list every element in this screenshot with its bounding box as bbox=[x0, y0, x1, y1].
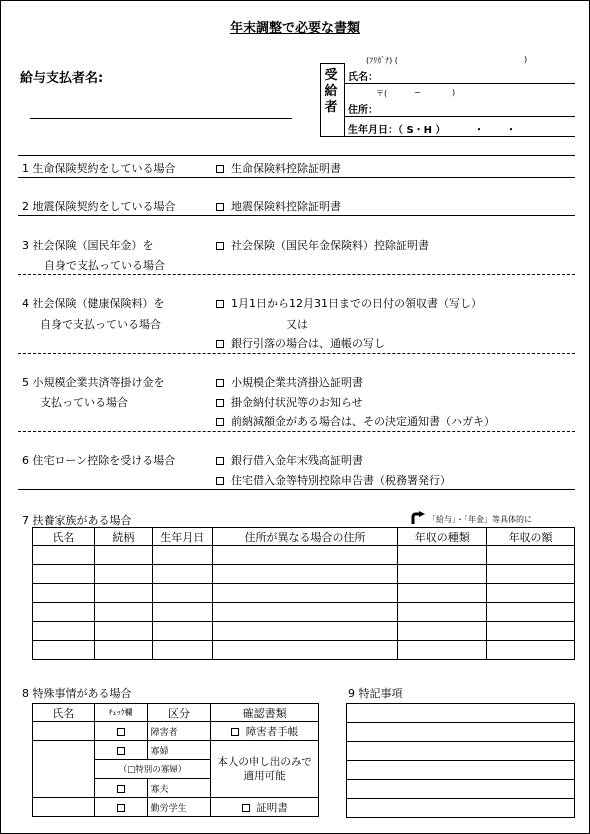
checkbox[interactable] bbox=[242, 804, 250, 812]
checkbox[interactable] bbox=[117, 785, 125, 793]
furigana-label: (ﾌﾘｶﾞﾅ) ( bbox=[366, 56, 398, 65]
table-row bbox=[33, 798, 319, 817]
doc-self-report: 本人の申し出のみで適用可能 bbox=[211, 741, 319, 798]
checklist-item[interactable] bbox=[216, 472, 451, 488]
checkbox[interactable] bbox=[117, 728, 125, 736]
checklist-item-label: 地震保険料控除証明書 bbox=[231, 200, 341, 213]
recipient-side-label bbox=[322, 68, 340, 116]
section-heading: 6 住宅ローン控除を受ける場合 bbox=[22, 454, 176, 467]
zip-label: 〒( bbox=[376, 89, 388, 98]
table-row[interactable] bbox=[33, 641, 575, 660]
table-row[interactable] bbox=[33, 603, 575, 622]
address-label: 住所： bbox=[348, 105, 378, 116]
page-title: 年末調整で必要な書類 bbox=[229, 21, 360, 36]
recipient-side-char: 受 bbox=[324, 68, 338, 83]
zip-close: ) bbox=[452, 88, 456, 97]
section-divider bbox=[18, 274, 575, 275]
checklist-item[interactable] bbox=[216, 295, 482, 311]
table-row[interactable] bbox=[33, 584, 575, 603]
recipient-box-left bbox=[320, 63, 321, 136]
section-divider bbox=[18, 177, 575, 178]
checkbox[interactable] bbox=[216, 399, 224, 407]
notes-heading: 9 特記事項 bbox=[348, 687, 403, 700]
name-cell[interactable] bbox=[33, 798, 95, 817]
arrow-icon bbox=[410, 510, 426, 524]
doc-cell[interactable] bbox=[211, 798, 319, 817]
section-divider bbox=[18, 155, 575, 156]
category-label: （□特別の寡婦） bbox=[94, 760, 211, 779]
or-text: 又は bbox=[286, 318, 308, 331]
checklist-item-label: 銀行借入金年末残高証明書 bbox=[231, 454, 363, 467]
table-header-row bbox=[33, 528, 575, 546]
dob-line bbox=[320, 136, 575, 137]
column-header: 続柄 bbox=[94, 528, 152, 546]
checkbox[interactable] bbox=[216, 477, 224, 485]
check-cell[interactable] bbox=[94, 779, 147, 798]
section-heading: 2 地震保険契約をしている場合 bbox=[22, 200, 176, 213]
column-header: 住所が異なる場合の住所 bbox=[212, 528, 398, 546]
name-cell[interactable] bbox=[33, 722, 95, 741]
checklist-item-label: 掛金納付状況等のお知らせ bbox=[231, 396, 363, 409]
checklist-item-label: 住宅借入金等特別控除申告書（税務署発行） bbox=[231, 474, 451, 487]
address-line bbox=[344, 116, 575, 117]
dob-label: 生年月日：（ S・H ） bbox=[348, 125, 446, 136]
notes-row[interactable] bbox=[347, 704, 575, 723]
recipient-box-top bbox=[320, 63, 344, 64]
table-row[interactable] bbox=[33, 546, 575, 565]
checklist-item[interactable] bbox=[216, 394, 363, 410]
checkbox[interactable] bbox=[231, 728, 239, 736]
column-header: 生年月日 bbox=[152, 528, 212, 546]
checklist-item-label: 社会保険（国民年金保険料）控除証明書 bbox=[231, 239, 429, 252]
payer-name-line bbox=[30, 118, 292, 119]
checklist-item-label: 銀行引落の場合は、通帳の写し bbox=[231, 337, 385, 350]
column-header: 氏名 bbox=[33, 528, 95, 546]
checkbox[interactable] bbox=[117, 747, 125, 755]
section-divider bbox=[18, 489, 575, 490]
table-row[interactable] bbox=[33, 565, 575, 584]
checklist-item-label: 生命保険料控除証明書 bbox=[231, 162, 341, 175]
column-header: 年収の額 bbox=[487, 528, 575, 546]
section-heading-cont: 自身で支払っている場合 bbox=[40, 318, 161, 331]
checklist-item[interactable] bbox=[216, 452, 363, 468]
dependents-note: 「給与」・「年金」等具体的に bbox=[428, 515, 532, 524]
column-header: 確認書類 bbox=[211, 704, 319, 722]
section-heading: 1 生命保険契約をしている場合 bbox=[22, 162, 176, 175]
dob-separator: ・ bbox=[474, 125, 484, 136]
category-label: 寡婦 bbox=[147, 741, 211, 760]
column-header: 氏名 bbox=[33, 704, 95, 722]
recipient-side-char: 給 bbox=[324, 84, 338, 99]
checklist-item-label: 小規模企業共済掛込証明書 bbox=[231, 376, 363, 389]
notes-row[interactable] bbox=[347, 723, 575, 742]
notes-table[interactable] bbox=[346, 703, 575, 818]
section-divider bbox=[18, 431, 575, 432]
table-row bbox=[33, 722, 319, 741]
dob-separator: ・ bbox=[506, 125, 516, 136]
section-heading-cont: 支払っている場合 bbox=[40, 396, 128, 409]
section-divider bbox=[18, 215, 575, 216]
checkbox[interactable] bbox=[216, 300, 224, 308]
section-heading: 5 小規模企業共済等掛け金を bbox=[22, 376, 165, 389]
checkbox[interactable] bbox=[216, 340, 224, 348]
table-header-row bbox=[33, 704, 319, 722]
doc-cell[interactable] bbox=[211, 722, 319, 741]
checkbox[interactable] bbox=[216, 457, 224, 465]
name-line bbox=[344, 83, 575, 84]
doc-label: 証明書 bbox=[256, 801, 288, 814]
checkbox[interactable] bbox=[216, 203, 224, 211]
section-heading: 3 社会保険（国民年金）を bbox=[22, 239, 154, 252]
section-heading: 4 社会保険（健康保険料）を bbox=[22, 297, 165, 310]
checkbox[interactable] bbox=[117, 804, 125, 812]
notes-row[interactable] bbox=[347, 780, 575, 799]
special-heading: 8 特殊事情がある場合 bbox=[22, 687, 132, 700]
checkbox[interactable] bbox=[216, 418, 224, 426]
checklist-item[interactable] bbox=[216, 413, 495, 429]
column-header: 年収の種類 bbox=[398, 528, 487, 546]
notes-row[interactable] bbox=[347, 742, 575, 761]
recipient-box-divider bbox=[344, 63, 345, 136]
dependents-table bbox=[32, 527, 575, 660]
doc-label: 障害者手帳 bbox=[245, 725, 299, 738]
check-cell[interactable] bbox=[94, 798, 147, 817]
checklist-item[interactable] bbox=[216, 237, 429, 253]
notes-row[interactable] bbox=[347, 761, 575, 780]
furigana-close: ) bbox=[524, 55, 528, 64]
checklist-item[interactable] bbox=[216, 160, 341, 176]
category-label: 勤労学生 bbox=[147, 798, 211, 817]
column-header: ﾁｪｯｸ欄 bbox=[94, 704, 147, 722]
checklist-item[interactable] bbox=[216, 335, 385, 351]
check-cell[interactable] bbox=[94, 722, 147, 741]
checkbox[interactable] bbox=[216, 242, 224, 250]
dependents-heading: 7 扶養家族がある場合 bbox=[22, 514, 132, 527]
payer-label: 給与支払者名: bbox=[20, 71, 104, 86]
section-divider bbox=[18, 353, 575, 354]
checkbox[interactable] bbox=[216, 165, 224, 173]
table-row[interactable] bbox=[33, 622, 575, 641]
notes-row[interactable] bbox=[347, 799, 575, 818]
checklist-item-label: 1月1日から12月31日までの日付の領収書（写し） bbox=[231, 297, 482, 310]
special-table bbox=[32, 703, 319, 817]
category-label: 寡夫 bbox=[147, 779, 211, 798]
column-header: 区分 bbox=[147, 704, 211, 722]
checklist-item[interactable] bbox=[216, 198, 341, 214]
table-row bbox=[33, 741, 319, 760]
checklist-item-label: 前納減額金がある場合は、その決定通知書（ハガキ） bbox=[231, 415, 495, 428]
zip-dash: − bbox=[414, 88, 421, 97]
category-label: 障害者 bbox=[147, 722, 211, 741]
name-label: 氏名： bbox=[348, 72, 378, 83]
checkbox[interactable] bbox=[216, 379, 224, 387]
name-cell[interactable] bbox=[33, 741, 95, 798]
checklist-item[interactable] bbox=[216, 374, 363, 390]
recipient-side-char: 者 bbox=[324, 100, 338, 115]
check-cell[interactable] bbox=[94, 741, 147, 760]
section-heading-cont: 自身で支払っている場合 bbox=[44, 259, 165, 272]
